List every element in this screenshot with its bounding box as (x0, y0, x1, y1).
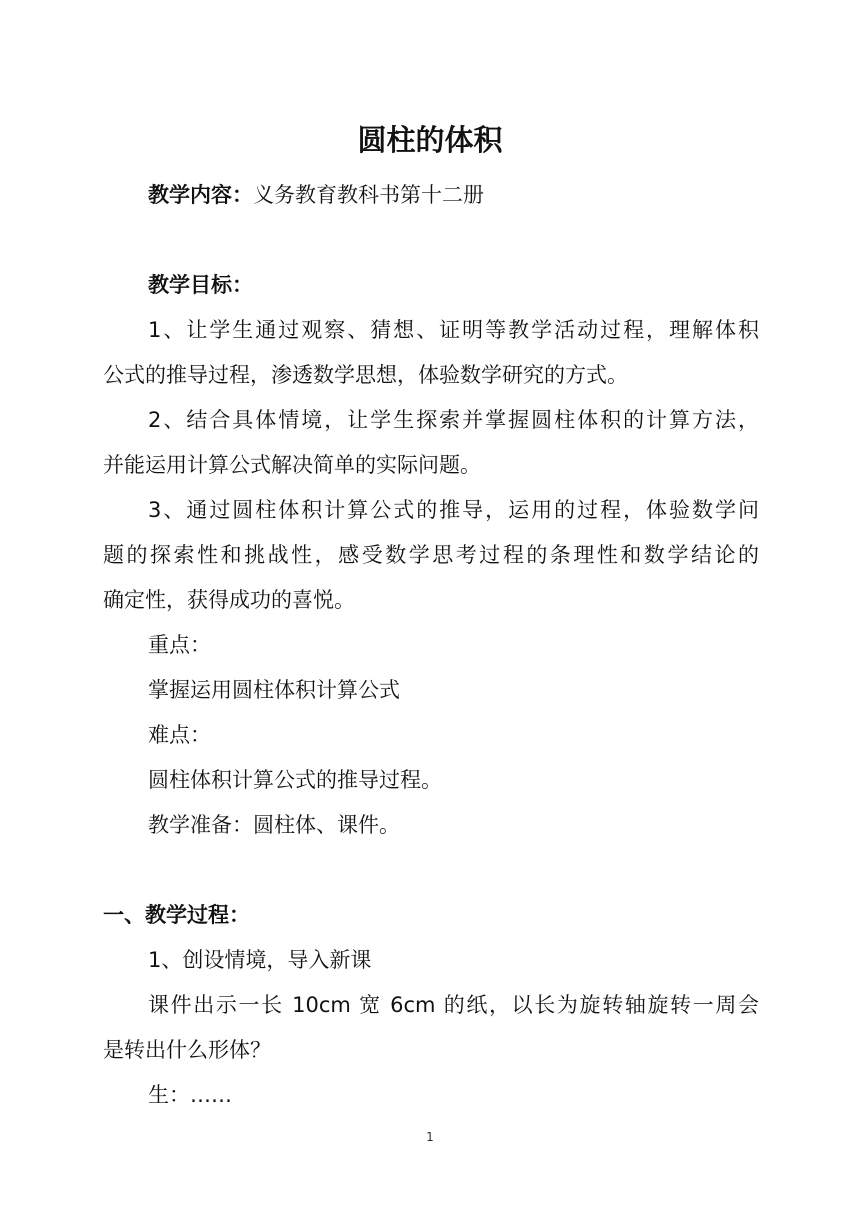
step-1-heading: 1、创设情境，导入新课 (148, 948, 372, 972)
page-number: 1 (426, 1130, 434, 1144)
document-title: 圆柱的体积 (357, 123, 503, 157)
objective-3-line-3: 确定性，获得成功的喜悦。 (103, 588, 355, 612)
teaching-content-label: 教学内容： (148, 183, 253, 207)
objective-1-line-1: 1、让学生通过观察、猜想、证明等教学活动过程，理解体积 (148, 318, 759, 342)
key-point-text: 掌握运用圆柱体积计算公式 (148, 678, 400, 702)
objective-2-line-2: 并能运用计算公式解决简单的实际问题。 (103, 453, 481, 477)
objective-2-line-1: 2、结合具体情境，让学生探索并掌握圆柱体积的计算方法， (148, 408, 759, 432)
key-point-heading: 重点： (148, 633, 211, 657)
objective-3-line-2: 题的探索性和挑战性，感受数学思考过程的条理性和数学结论的 (103, 543, 759, 567)
teaching-content-value: 义务教育教科书第十二册 (253, 183, 484, 207)
teaching-process-heading: 一、教学过程： (103, 903, 250, 927)
teaching-preparation: 教学准备：圆柱体、课件。 (148, 813, 400, 837)
teaching-content-line (148, 180, 759, 210)
objective-3-line-1: 3、通过圆柱体积计算公式的推导，运用的过程，体验数学问 (148, 498, 759, 522)
student-reply: 生：…… (148, 1083, 232, 1107)
step-1-text-line-2: 是转出什么形体？ (103, 1038, 271, 1062)
difficulty-heading: 难点： (148, 723, 211, 747)
objective-1-line-2: 公式的推导过程，渗透数学思想，体验数学研究的方式。 (103, 363, 628, 387)
objectives-heading: 教学目标： (148, 273, 253, 297)
difficulty-text: 圆柱体积计算公式的推导过程。 (148, 768, 442, 792)
step-1-text-line-1: 课件出示一长 10cm 宽 6cm 的纸，以长为旋转轴旋转一周会 (148, 993, 759, 1017)
